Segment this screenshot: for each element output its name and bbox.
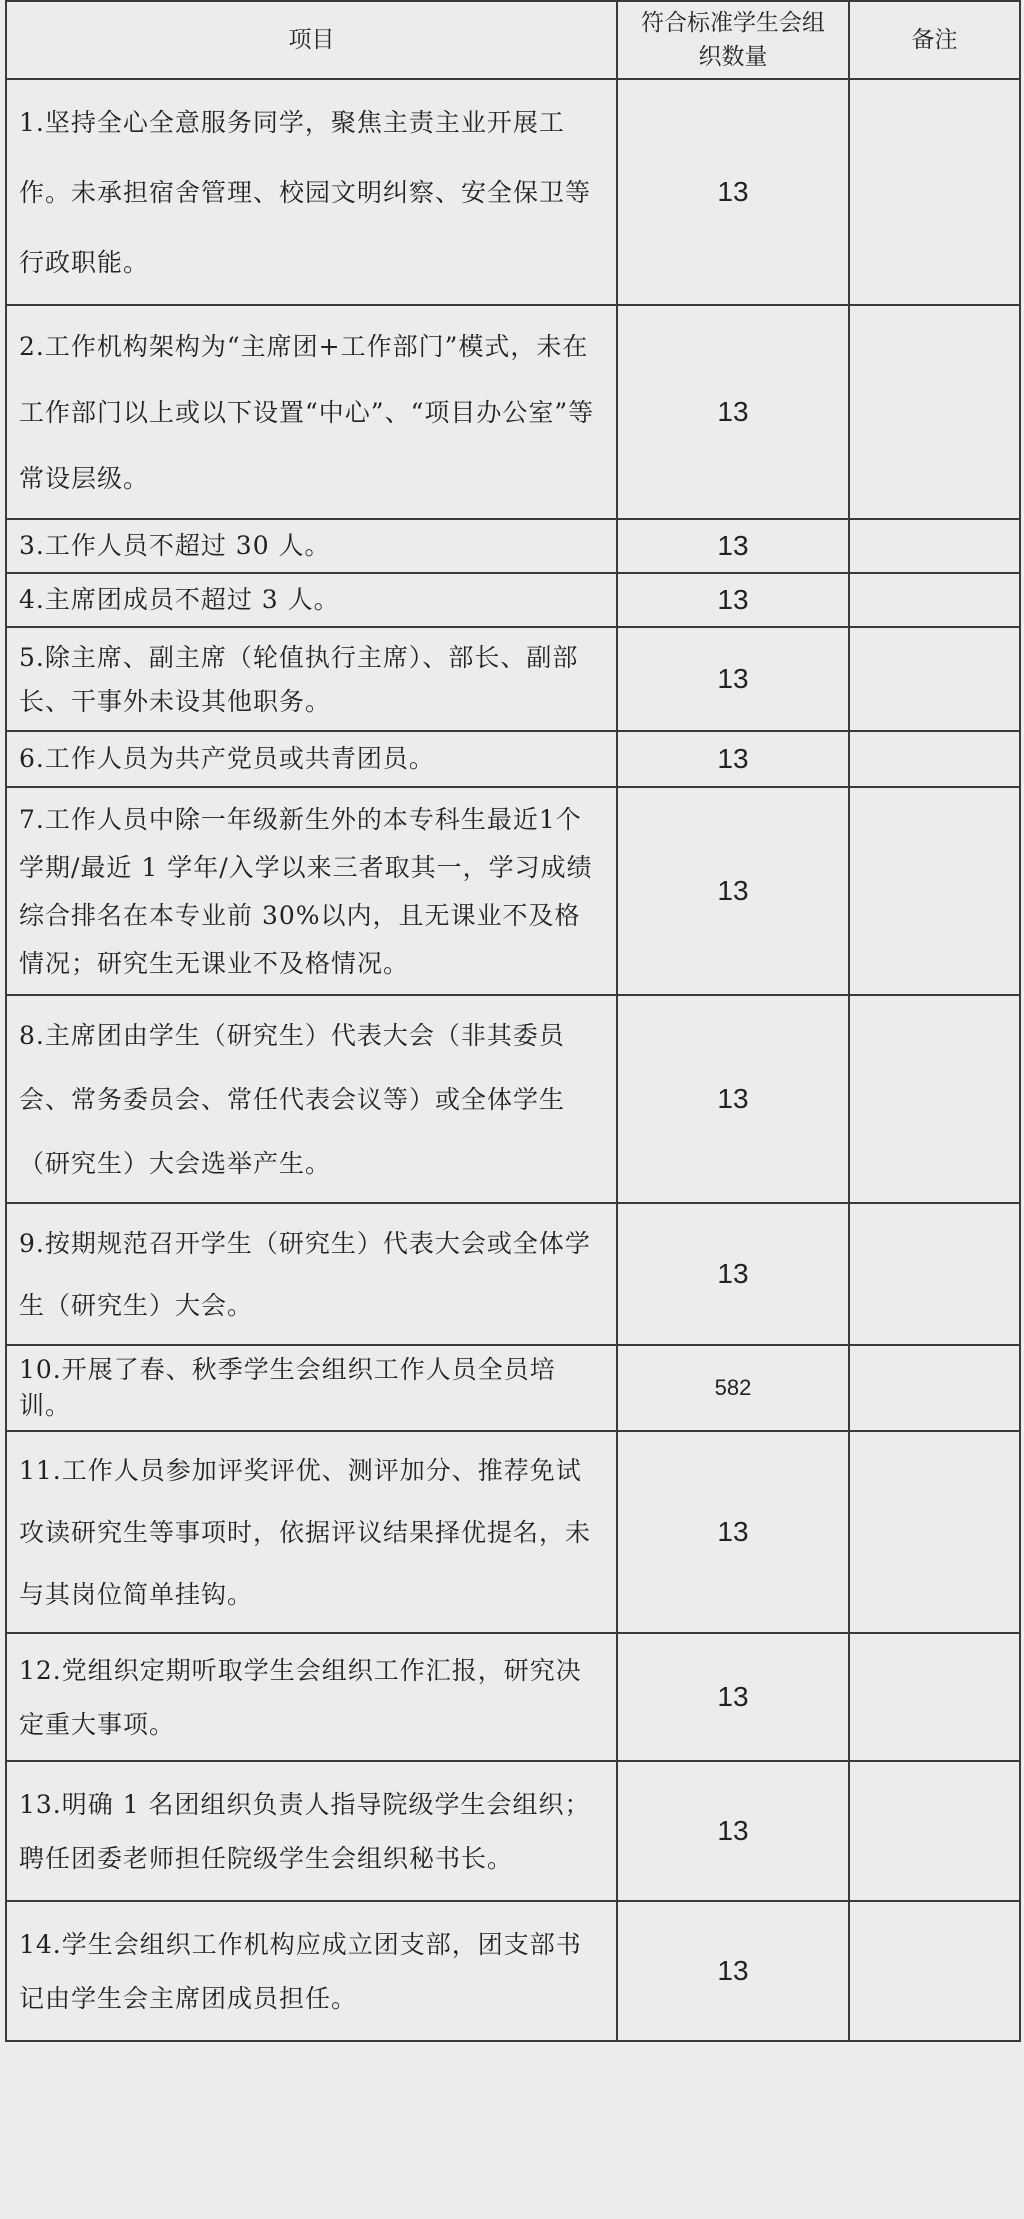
row-count: 13 (617, 627, 849, 731)
table-row (6, 79, 1020, 305)
row-count: 13 (617, 787, 849, 995)
row-item-text: 12.党组织定期听取学生会组织工作汇报，研究决定重大事项。 (6, 1633, 617, 1761)
row-note (849, 1633, 1020, 1761)
row-count: 13 (617, 519, 849, 573)
header-count-label: 符合标准学生会组织数量 (641, 10, 825, 70)
row-item-text: 2.工作机构架构为“主席团+工作部门”模式，未在工作部门以上或以下设置“中心”、“项目办公室”等常设层级。 (6, 305, 617, 519)
row-item-text: 13.明确 1 名团组织负责人指导院级学生会组织；聘任团委老师担任院级学生会组织秘书长。 (6, 1761, 617, 1901)
student-union-standards-table (5, 0, 1021, 2042)
row-count: 582 (617, 1345, 849, 1431)
row-note (849, 1203, 1020, 1345)
table-row (6, 627, 1020, 731)
table-row (6, 1345, 1020, 1431)
row-item-text: 4.主席团成员不超过 3 人。 (6, 573, 617, 627)
table-row (6, 1761, 1020, 1901)
row-note (849, 519, 1020, 573)
row-item-text: 10.开展了春、秋季学生会组织工作人员全员培训。 (6, 1345, 617, 1431)
row-note (849, 305, 1020, 519)
row-count: 13 (617, 1901, 849, 2041)
row-count: 13 (617, 1761, 849, 1901)
row-item-text: 8.主席团由学生（研究生）代表大会（非其委员会、常务委员会、常任代表会议等）或全体学生（研究生）大会选举产生。 (6, 995, 617, 1203)
row-count: 13 (617, 79, 849, 305)
header-item: 项目 (6, 1, 617, 79)
row-count: 13 (617, 731, 849, 787)
table-row (6, 519, 1020, 573)
row-item-text: 6.工作人员为共产党员或共青团员。 (6, 731, 617, 787)
row-count: 13 (617, 1203, 849, 1345)
row-item-text: 3.工作人员不超过 30 人。 (6, 519, 617, 573)
row-item-text: 1.坚持全心全意服务同学，聚焦主责主业开展工作。未承担宿舍管理、校园文明纠察、安全保卫等行政职能。 (6, 79, 617, 305)
row-note (849, 995, 1020, 1203)
row-count: 13 (617, 573, 849, 627)
row-note (849, 79, 1020, 305)
table-row (6, 787, 1020, 995)
row-count: 13 (617, 1633, 849, 1761)
table-row (6, 995, 1020, 1203)
row-note (849, 1901, 1020, 2041)
row-note (849, 1431, 1020, 1633)
row-item-text: 9.按期规范召开学生（研究生）代表大会或全体学生（研究生）大会。 (6, 1203, 617, 1345)
row-item-text: 11.工作人员参加评奖评优、测评加分、推荐免试攻读研究生等事项时，依据评议结果择优提名，未与其岗位简单挂钩。 (6, 1431, 617, 1633)
row-note (849, 627, 1020, 731)
header-count (617, 1, 849, 79)
row-item-text: 14.学生会组织工作机构应成立团支部，团支部书记由学生会主席团成员担任。 (6, 1901, 617, 2041)
row-count: 13 (617, 1431, 849, 1633)
table-row (6, 305, 1020, 519)
row-note (849, 787, 1020, 995)
table-row (6, 1633, 1020, 1761)
table-header-row (6, 1, 1020, 79)
row-item-text: 5.除主席、副主席（轮值执行主席）、部长、副部长、干事外未设其他职务。 (6, 627, 617, 731)
row-note (849, 1345, 1020, 1431)
table-row (6, 1901, 1020, 2041)
row-item-text: 7.工作人员中除一年级新生外的本专科生最近1个学期/最近 1 学年/入学以来三者取其一，学习成绩综合排名在本专业前 30%以内，且无课业不及格情况；研究生无课业不及格情况。 (6, 787, 617, 995)
table-row (6, 1203, 1020, 1345)
row-count: 13 (617, 305, 849, 519)
row-note (849, 573, 1020, 627)
row-count: 13 (617, 995, 849, 1203)
table-row (6, 1431, 1020, 1633)
table-row (6, 573, 1020, 627)
row-note (849, 1761, 1020, 1901)
header-note: 备注 (849, 1, 1020, 79)
table-row (6, 731, 1020, 787)
row-note (849, 731, 1020, 787)
